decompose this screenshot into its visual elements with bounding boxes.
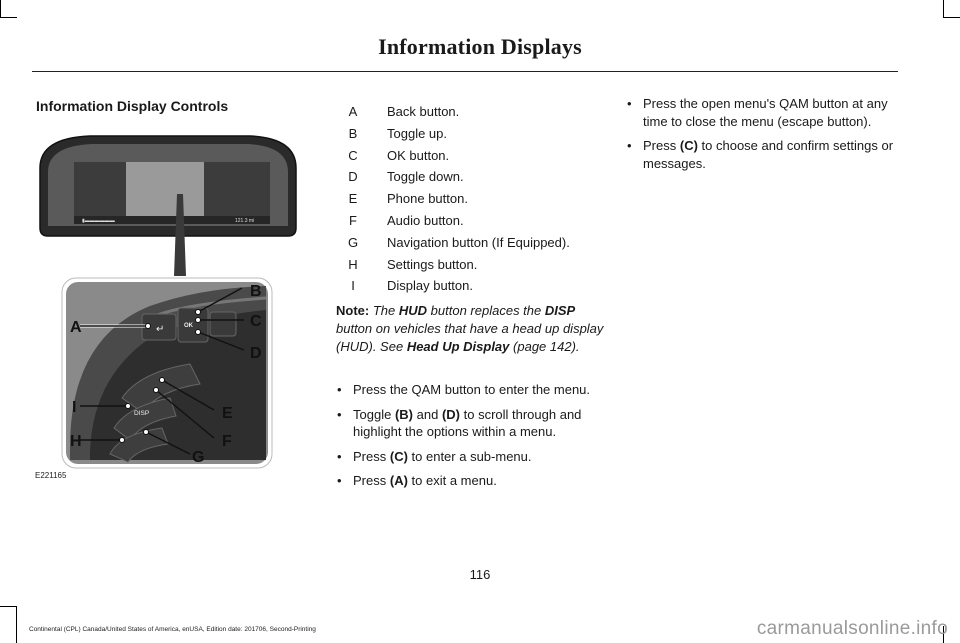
instruction-list-continued — [626, 95, 902, 179]
note-hud: HUD — [398, 303, 428, 318]
disp-button-label: DISP — [134, 410, 150, 417]
legend-row — [336, 213, 606, 235]
watermark: carmanualsonline.info — [756, 618, 948, 639]
svg-text:▮▬▬▬▬▬▬: ▮▬▬▬▬▬▬ — [82, 218, 115, 224]
callout-b: B — [250, 283, 262, 300]
legend-text: Navigation button (If Equipped). — [387, 234, 570, 250]
hud-note — [336, 302, 606, 356]
callout-legend — [336, 104, 606, 300]
list-item: • Press (A) to exit a menu. — [336, 472, 608, 490]
callout-g: G — [192, 449, 205, 466]
note-text: button replaces the — [430, 303, 542, 318]
legend-row — [336, 278, 606, 300]
legend-text: Phone button. — [387, 191, 468, 207]
note-text: button on vehicles that have a head up display (HUD). See — [336, 321, 604, 354]
page-header-title: Information Displays — [378, 34, 582, 59]
note-text: (page 142). — [513, 339, 580, 354]
note-label: Note: — [336, 303, 370, 318]
legend-key: D — [348, 169, 358, 185]
list-item: • Press (C) to choose and confirm settings or messages. — [626, 137, 902, 172]
legend-key: C — [348, 147, 358, 163]
crop-mark — [0, 0, 1, 17]
legend-key: G — [347, 234, 359, 250]
legend-text: Settings button. — [387, 256, 478, 272]
instruction-list — [336, 381, 608, 497]
legend-key: F — [349, 212, 357, 228]
svg-text:↵: ↵ — [156, 324, 165, 335]
legend-key: H — [348, 256, 358, 272]
callout-c: C — [250, 313, 262, 330]
legend-row — [336, 126, 606, 148]
crop-mark — [16, 606, 17, 643]
legend-row — [336, 257, 606, 279]
legend-key: I — [351, 278, 355, 294]
callout-d: D — [250, 345, 262, 362]
callout-e: E — [222, 405, 233, 422]
header-rule — [32, 71, 898, 72]
crop-mark — [943, 17, 960, 18]
note-disp: DISP — [544, 303, 576, 318]
cluster-readout: 121.3 mi — [235, 218, 255, 224]
callout-f: F — [222, 433, 232, 450]
ok-button-label: OK — [184, 323, 193, 329]
legend-text: Display button. — [387, 278, 473, 294]
legend-row — [336, 191, 606, 213]
crop-mark — [943, 0, 944, 17]
crop-mark — [0, 17, 17, 18]
callout-a: A — [70, 319, 82, 336]
crop-mark — [0, 606, 17, 607]
legend-key: B — [348, 125, 358, 141]
note-text: The — [372, 303, 396, 318]
list-item: • Press the QAM button to enter the menu. — [336, 381, 608, 399]
legend-key: E — [348, 191, 358, 207]
legend-key: A — [348, 104, 358, 119]
section-title: Information Display Controls — [36, 98, 229, 114]
figure-id: E221165 — [35, 471, 67, 480]
legend-row — [336, 148, 606, 170]
list-item: • Press the open menu's QAM button at any time to close the menu (escape button). — [626, 95, 902, 130]
legend-text: Back button. — [387, 104, 460, 119]
controls-figure — [30, 128, 310, 488]
legend-row — [336, 169, 606, 191]
controls-illustration — [30, 128, 310, 488]
callout-h: H — [70, 433, 82, 450]
legend-text: Audio button. — [387, 212, 464, 228]
legend-row — [336, 104, 606, 126]
legend-row — [336, 235, 606, 257]
edition-footer: Continental (CPL) Canada/United States of America, enUSA, Edition date: 201706, Second-Printing — [29, 626, 316, 633]
list-item: • Press (C) to enter a sub-menu. — [336, 448, 608, 466]
callout-i: I — [72, 399, 77, 416]
head-up-display-link[interactable]: Head Up Display — [406, 339, 510, 354]
list-item: • Toggle (B) and (D) to scroll through and highlight the options within a menu. — [336, 406, 608, 441]
legend-text: Toggle up. — [387, 125, 447, 141]
page-number: 116 — [469, 567, 491, 582]
legend-text: OK button. — [387, 147, 450, 163]
legend-text: Toggle down. — [387, 169, 464, 185]
